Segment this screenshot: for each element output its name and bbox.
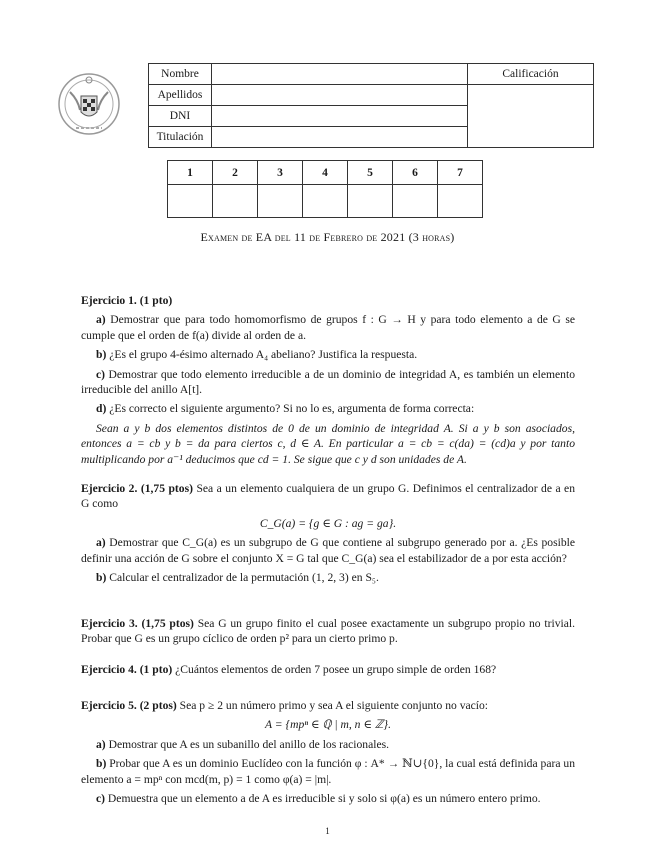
item-label: a) bbox=[96, 313, 106, 327]
exercise-4 bbox=[81, 662, 575, 681]
exercise-heading: Ejercicio 1. (1 pto) bbox=[81, 294, 173, 307]
titulacion-field[interactable] bbox=[212, 127, 468, 148]
item-label: b) bbox=[96, 348, 107, 362]
item-label: a) bbox=[96, 536, 106, 550]
university-seal-logo bbox=[56, 70, 122, 138]
label-titulacion: Titulación bbox=[149, 127, 212, 148]
item-label: c) bbox=[96, 792, 106, 806]
dni-field[interactable] bbox=[212, 106, 468, 127]
item-text: Demuestra que un elemento a de A es irreducible si y solo si φ(a) es un número entero primo. bbox=[107, 792, 541, 806]
apellidos-field[interactable] bbox=[212, 85, 468, 106]
item-label: c) bbox=[96, 367, 106, 381]
argument-quote: Sean a y b dos elementos distintos de 0 de un dominio de integridad A. Si a y b son asociados, entonces a = cb y b = da para ciertos c, d ∈ A. En particular a = cb = c(da) = (cd)a y por tanto multiplicando por a⁻¹ deducimos que cd = 1. Se sigue que c y d son unidades de A. bbox=[81, 421, 575, 466]
item-text: Probar que A es un dominio Euclídeo con la función φ : A* → ℕ∪{0}, la cual está definida para un elemento a = mpⁿ con mcd(m, p) = 1 como φ(a) = |m|. bbox=[81, 757, 575, 786]
exam-title: Examen de EA del 11 de Febrero de 2021 (3 horas) bbox=[200, 230, 455, 244]
item-text: Demostrar que C_G(a) es un subgrupo de G que contiene al subgrupo generado por a. ¿Es posible definir una acción de G sobre el conjunto X = G tal que C_G(a) sea el estabilizador de a por esta acción? bbox=[81, 536, 575, 565]
exercise-intro: Sea G un grupo finito el cual posee exactamente un subgrupo propio no trivial. Probar que G es un grupo cíclico de orden p² para un cierto primo p. bbox=[81, 617, 575, 646]
item-text: Demostrar que A es un subanillo del anillo de los racionales. bbox=[108, 737, 390, 751]
exercise-heading: Ejercicio 4. (1 pto) bbox=[81, 663, 173, 676]
formula: A = {mpⁿ ∈ ℚ | m, n ∈ ℤ}. bbox=[265, 718, 391, 732]
nombre-field[interactable] bbox=[212, 64, 468, 85]
exercise-1 bbox=[81, 293, 575, 471]
label-apellidos: Apellidos bbox=[149, 85, 212, 106]
score-cell[interactable] bbox=[258, 185, 303, 218]
item-text: Demostrar que todo elemento irreducible a de un dominio de integridad A, es también un elemento irreducible del anillo A[t]. bbox=[81, 367, 575, 397]
item-label: b) bbox=[96, 571, 107, 585]
score-cell[interactable] bbox=[393, 185, 438, 218]
score-header: 6 bbox=[393, 161, 438, 185]
item-text: ¿Es el grupo 4-ésimo alternado A₄ abeliano? Justifica la respuesta. bbox=[109, 348, 418, 362]
exercise-2 bbox=[81, 481, 575, 589]
item-text: ¿Es correcto el siguiente argumento? Si no lo es, argumenta de forma correcta: bbox=[109, 402, 475, 416]
score-header: 4 bbox=[303, 161, 348, 185]
score-cell[interactable] bbox=[348, 185, 393, 218]
score-cell[interactable] bbox=[303, 185, 348, 218]
exercise-heading: Ejercicio 5. (2 ptos) bbox=[81, 699, 177, 712]
exercise-heading: Ejercicio 3. (1,75 ptos) bbox=[81, 617, 194, 630]
score-cell[interactable] bbox=[438, 185, 483, 218]
item-label: d) bbox=[96, 402, 107, 416]
score-cell[interactable] bbox=[168, 185, 213, 218]
score-header: 5 bbox=[348, 161, 393, 185]
exercise-5 bbox=[81, 698, 575, 810]
score-cell[interactable] bbox=[213, 185, 258, 218]
item-label: b) bbox=[96, 757, 107, 771]
item-text: Calcular el centralizador de la permutación (1, 2, 3) en S₅. bbox=[109, 571, 379, 585]
student-info-table bbox=[148, 63, 594, 148]
score-table bbox=[167, 160, 483, 218]
label-nombre: Nombre bbox=[149, 64, 212, 85]
exercise-intro: Sea p ≥ 2 un número primo y sea A el siguiente conjunto no vacío: bbox=[179, 699, 489, 712]
score-header: 7 bbox=[438, 161, 483, 185]
exercise-intro: ¿Cuántos elementos de orden 7 posee un grupo simple de orden 168? bbox=[175, 663, 497, 676]
label-dni: DNI bbox=[149, 106, 212, 127]
exercise-intro: Sea a un elemento cualquiera de un grupo G. Definimos el centralizador de a en G como bbox=[81, 482, 576, 511]
grade-label: Calificación bbox=[468, 64, 594, 85]
page-number: 1 bbox=[325, 826, 330, 836]
item-text: Demostrar que para todo homomorfismo de grupos f : G → H y para todo elemento a de G se cumple que el orden de f(a) divide al orden de a. bbox=[81, 313, 575, 342]
grade-field[interactable] bbox=[468, 85, 594, 148]
item-label: a) bbox=[96, 737, 106, 751]
score-header: 1 bbox=[168, 161, 213, 185]
exercise-heading: Ejercicio 2. (1,75 ptos) bbox=[81, 482, 193, 495]
formula: C_G(a) = {g ∈ G : ag = ga}. bbox=[259, 516, 397, 530]
score-header: 3 bbox=[258, 161, 303, 185]
score-header: 2 bbox=[213, 161, 258, 185]
exercise-3 bbox=[81, 616, 575, 651]
